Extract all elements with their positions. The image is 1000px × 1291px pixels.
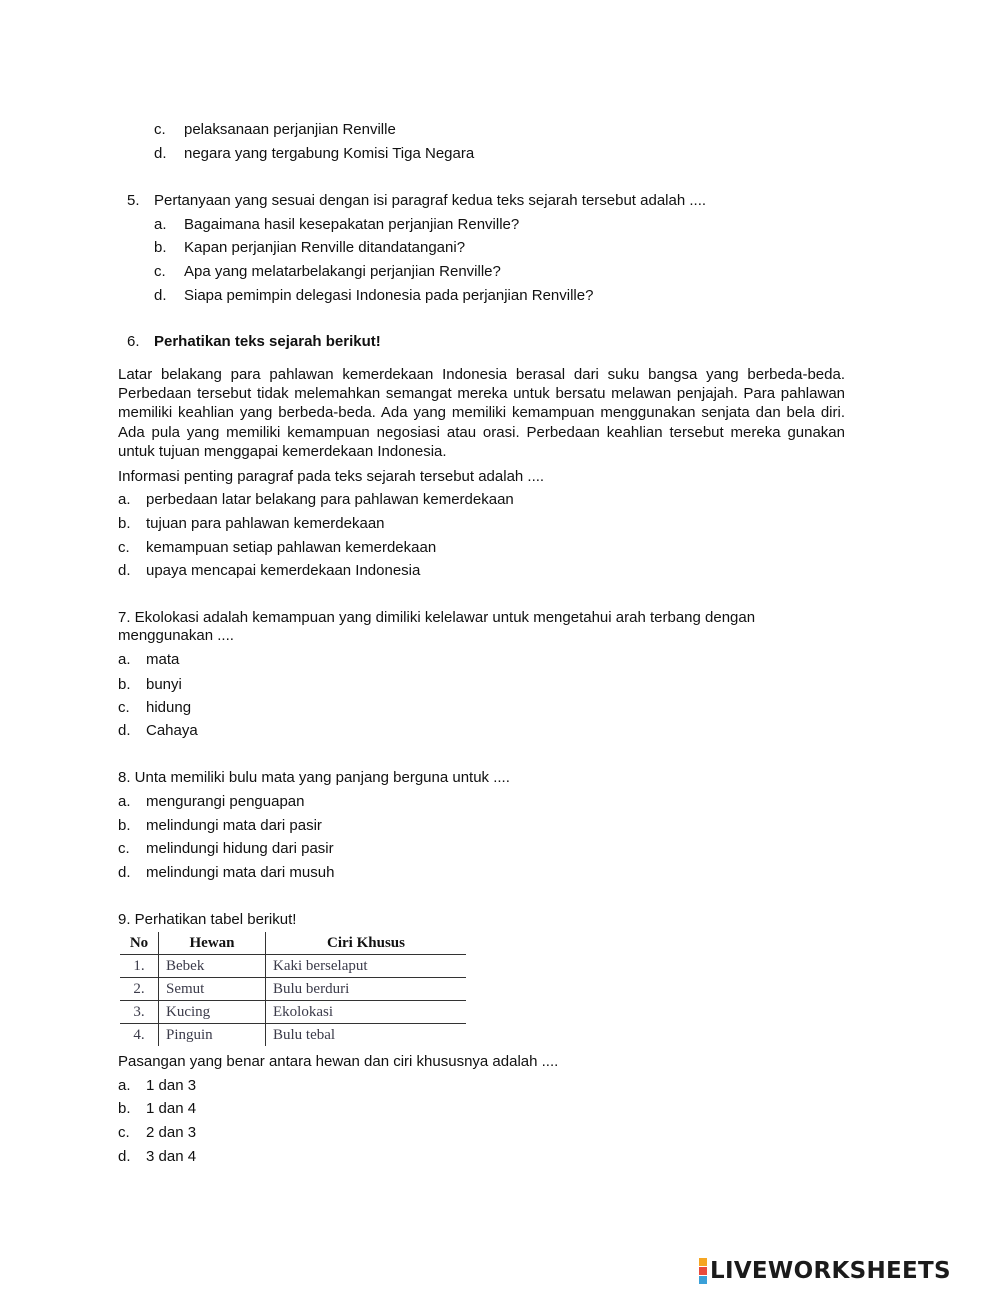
- option-letter: c.: [118, 1124, 130, 1141]
- option-letter: c.: [154, 263, 166, 280]
- option-text: 2 dan 3: [146, 1124, 197, 1141]
- option-text: 3 dan 4: [146, 1148, 197, 1165]
- option-letter: d.: [118, 864, 131, 881]
- option-letter: a.: [118, 651, 131, 668]
- question-prompt: 9. Perhatikan tabel berikut!: [118, 911, 297, 928]
- table-cell: Kaki berselaput: [266, 955, 467, 978]
- logo-mark-icon: [699, 1258, 707, 1284]
- option-letter: a.: [118, 793, 131, 810]
- table-row: [120, 955, 466, 978]
- option-letter: d.: [154, 145, 167, 162]
- option-text: mengurangi penguapan: [146, 793, 305, 810]
- option-text: 1 dan 4: [146, 1100, 197, 1117]
- question-number: 6.: [127, 333, 140, 350]
- question-number: 5.: [127, 192, 140, 209]
- option-text: 1 dan 3: [146, 1077, 197, 1094]
- option-letter: b.: [118, 676, 131, 693]
- option-text: pelaksanaan perjanjian Renville: [184, 121, 396, 138]
- table-cell: 3.: [120, 1001, 159, 1024]
- question-prompt: Informasi penting paragraf pada teks sejarah tersebut adalah ....: [118, 468, 545, 485]
- table-row: [120, 1024, 466, 1047]
- table-cell: Kucing: [159, 1001, 266, 1024]
- option-letter: d.: [118, 722, 131, 739]
- logo-mark-block: [699, 1276, 707, 1284]
- option-text: Apa yang melatarbelakangi perjanjian Renville?: [184, 263, 501, 280]
- option-text: kemampuan setiap pahlawan kemerdekaan: [146, 539, 437, 556]
- option-letter: d.: [154, 287, 167, 304]
- option-text: mata: [146, 651, 180, 668]
- table-header: Hewan: [159, 932, 266, 955]
- table-cell: Bulu tebal: [266, 1024, 467, 1047]
- option-text: melindungi mata dari musuh: [146, 864, 335, 881]
- option-text: Siapa pemimpin delegasi Indonesia pada perjanjian Renville?: [184, 287, 594, 304]
- animal-table: [120, 932, 466, 1046]
- question-prompt-cont: menggunakan ....: [118, 627, 234, 644]
- option-letter: b.: [118, 817, 131, 834]
- option-text: Kapan perjanjian Renville ditandatangani?: [184, 239, 466, 256]
- option-letter: d.: [118, 1148, 131, 1165]
- option-text: hidung: [146, 699, 192, 716]
- option-letter: c.: [118, 840, 130, 857]
- table-row: [120, 978, 466, 1001]
- table-cell: Ekolokasi: [266, 1001, 467, 1024]
- question-heading: Perhatikan teks sejarah berikut!: [154, 333, 381, 350]
- option-letter: d.: [118, 562, 131, 579]
- option-text: upaya mencapai kemerdekaan Indonesia: [146, 562, 421, 579]
- liveworksheets-logo: [699, 1258, 951, 1284]
- table-header: Ciri Khusus: [266, 932, 467, 955]
- option-letter: c.: [118, 539, 130, 556]
- option-letter: b.: [118, 1100, 131, 1117]
- table-cell: 1.: [120, 955, 159, 978]
- option-letter: b.: [118, 515, 131, 532]
- table-row: [120, 1001, 466, 1024]
- option-letter: a.: [154, 216, 167, 233]
- table-cell: Bulu berduri: [266, 978, 467, 1001]
- question-prompt: 8. Unta memiliki bulu mata yang panjang berguna untuk ....: [118, 769, 510, 786]
- logo-mark-block: [699, 1258, 707, 1266]
- table-header-row: [120, 932, 466, 955]
- logo-mark-block: [699, 1267, 707, 1275]
- option-letter: a.: [118, 491, 131, 508]
- option-text: negara yang tergabung Komisi Tiga Negara: [184, 145, 475, 162]
- option-letter: c.: [154, 121, 166, 138]
- option-letter: c.: [118, 699, 130, 716]
- option-text: melindungi mata dari pasir: [146, 817, 322, 834]
- table-cell: 4.: [120, 1024, 159, 1047]
- table-cell: Bebek: [159, 955, 266, 978]
- history-passage: Latar belakang para pahlawan kemerdekaan Indonesia berasal dari suku bangsa yang berbeda-beda. Perbedaan tersebut tidak melemahkan semangat mereka untuk bersatu melawan penjajah. Para pahlawan memiliki keahlian yang berbeda-beda. Ada yang memiliki kemampuan menggunakan senjata dan bela diri. Ada pula yang memiliki kemampuan negosiasi atau orasi. Perbedaan keahlian tersebut mereka gunakan untuk tujuan menggapai kemerdekaan Indonesia.: [118, 366, 845, 460]
- option-text: Bagaimana hasil kesepakatan perjanjian Renville?: [184, 216, 520, 233]
- option-letter: b.: [154, 239, 167, 256]
- table-cell: Semut: [159, 978, 266, 1001]
- option-letter: a.: [118, 1077, 131, 1094]
- question-prompt: Pasangan yang benar antara hewan dan ciri khususnya adalah ....: [118, 1053, 559, 1070]
- table-cell: Pinguin: [159, 1024, 266, 1047]
- option-text: tujuan para pahlawan kemerdekaan: [146, 515, 385, 532]
- table-cell: 2.: [120, 978, 159, 1001]
- question-prompt: 7. Ekolokasi adalah kemampuan yang dimiliki kelelawar untuk mengetahui arah terbang dengan: [118, 609, 756, 626]
- option-text: Cahaya: [146, 722, 198, 739]
- logo-text: LIVEWORKSHEETS: [710, 1258, 951, 1284]
- option-text: perbedaan latar belakang para pahlawan kemerdekaan: [146, 491, 514, 508]
- option-text: bunyi: [146, 676, 182, 693]
- question-prompt: Pertanyaan yang sesuai dengan isi paragraf kedua teks sejarah tersebut adalah ....: [154, 192, 707, 209]
- option-text: melindungi hidung dari pasir: [146, 840, 334, 857]
- table-header: No: [120, 932, 159, 955]
